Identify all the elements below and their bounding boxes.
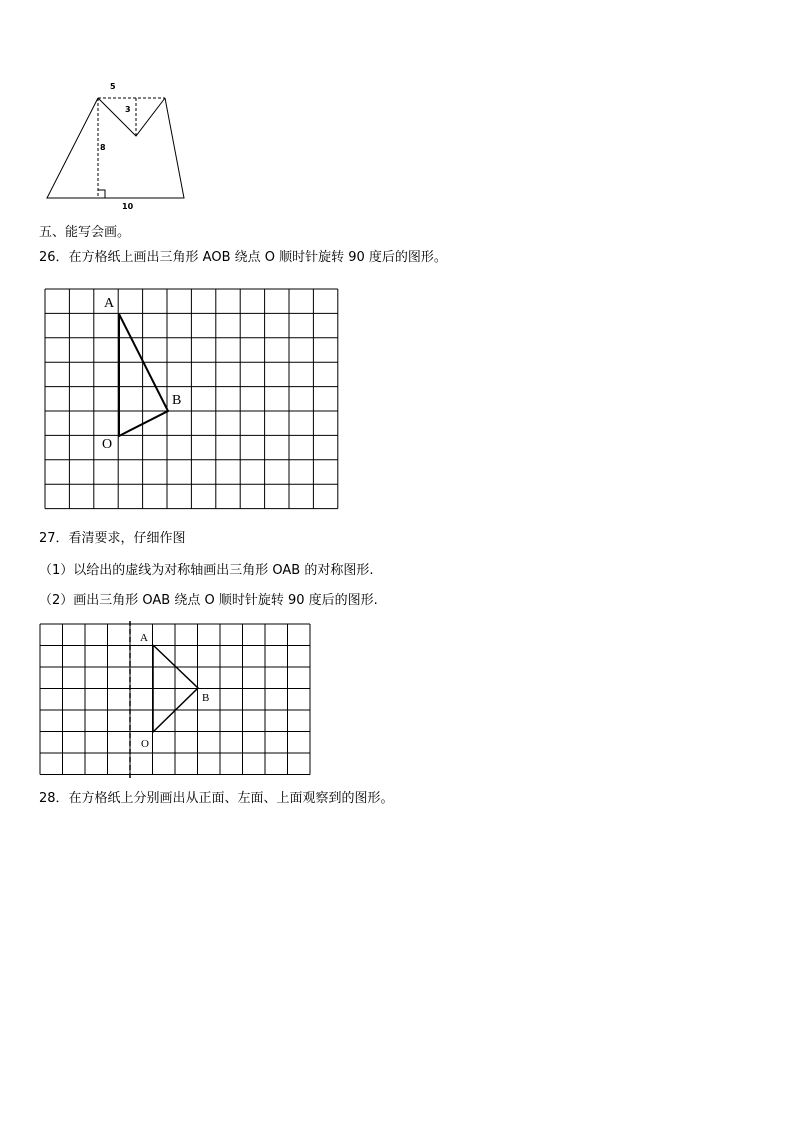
q27-point-b: B	[202, 692, 210, 704]
q27-point-o: O	[141, 738, 149, 750]
bottom-length-label: 10	[122, 202, 134, 211]
q27-point-a: A	[140, 632, 148, 644]
question-27-sub2: （2）画出三角形 OAB 绕点 O 顺时针旋转 90 度后的图形.	[39, 593, 378, 608]
section-title: 五、能写会画。	[39, 225, 131, 240]
q26-point-a: A	[104, 296, 115, 311]
q26-point-b: B	[172, 393, 182, 408]
question-27-sub1: （1）以给出的虚线为对称轴画出三角形 OAB 的对称图形.	[39, 563, 374, 578]
inner-height-label: 3	[125, 105, 131, 114]
question-28-text: 28．在方格纸上分别画出从正面、左面、上面观察到的图形。	[39, 791, 394, 806]
q26-point-o: O	[102, 437, 113, 452]
top-length-label: 5	[110, 82, 116, 91]
question-26-text: 26．在方格纸上画出三角形 AOB 绕点 O 顺时针旋转 90 度后的图形。	[39, 250, 447, 265]
height-label: 8	[100, 143, 106, 152]
question-27-text: 27．看清要求，仔细作图	[39, 531, 186, 546]
